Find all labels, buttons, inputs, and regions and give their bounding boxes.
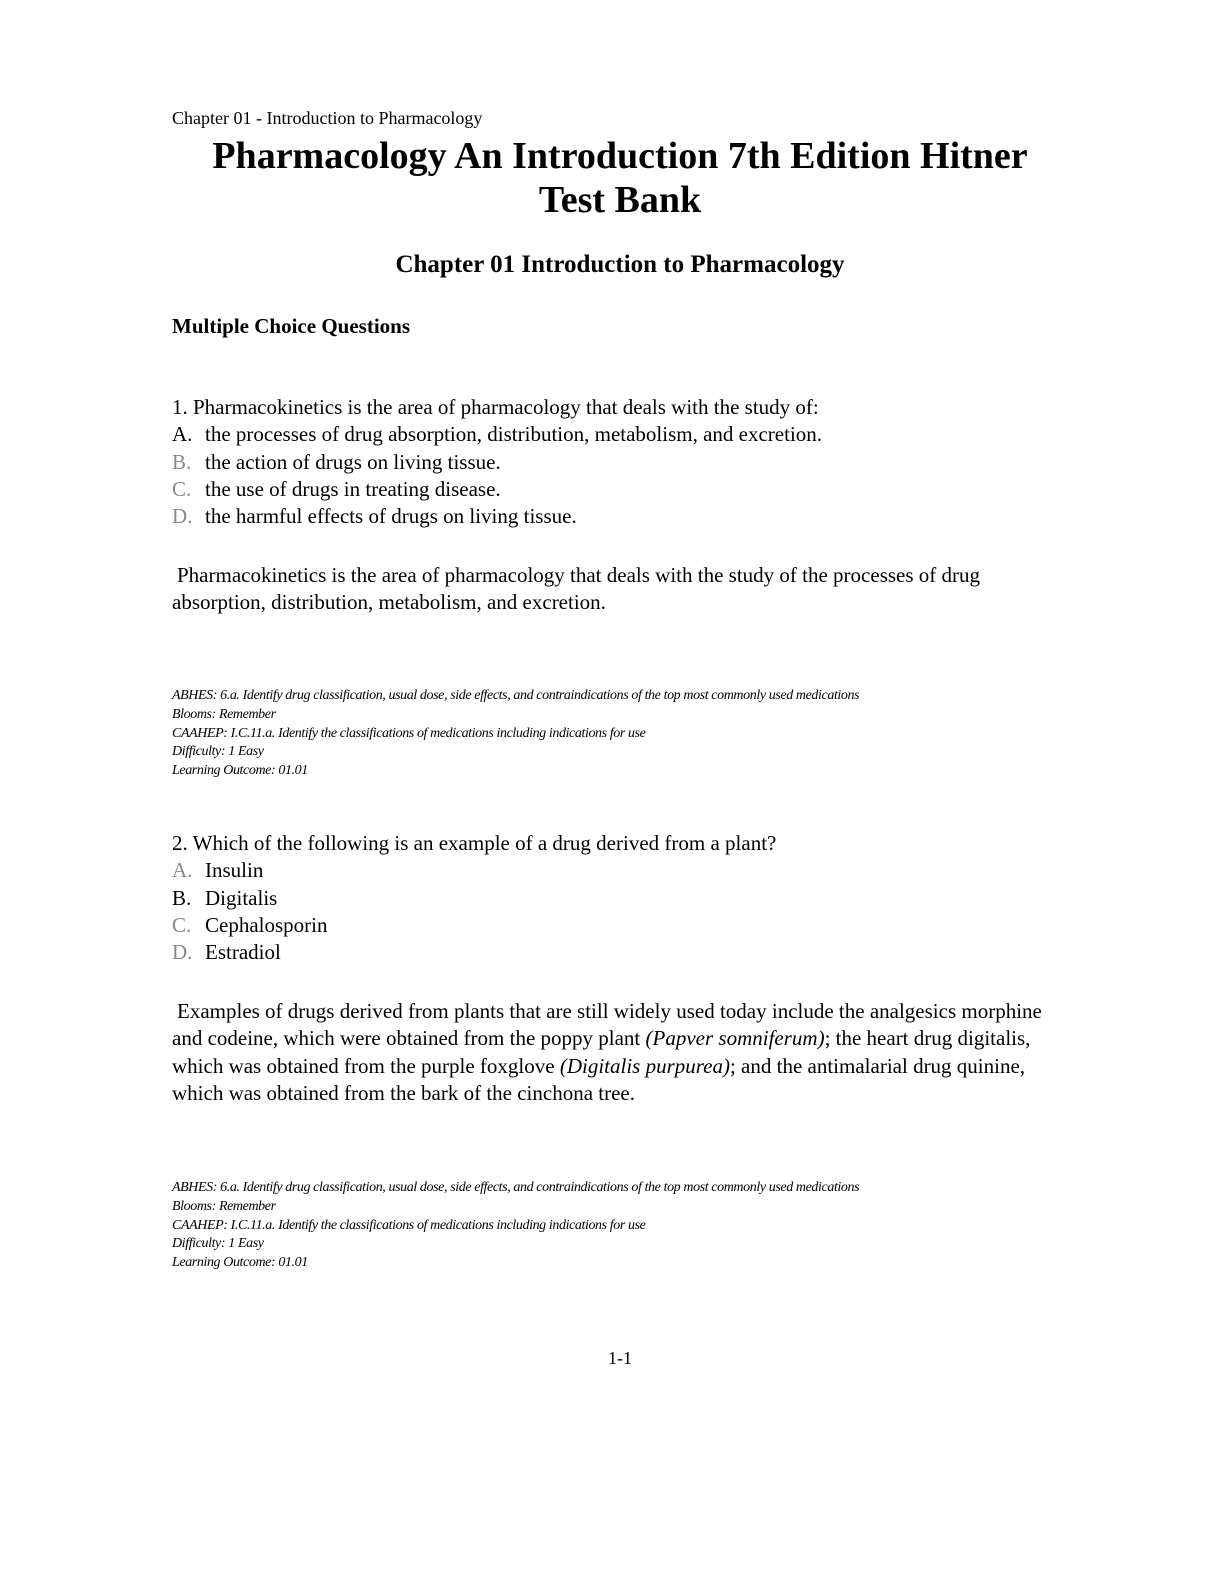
question-stem: 1. Pharmacokinetics is the area of pharmacology that deals with the study of: bbox=[172, 395, 819, 419]
option-text: Cephalosporin bbox=[205, 912, 328, 937]
meta-caahep: CAAHEP: I.C.11.a. Identify the classifications of medications including indications for use bbox=[172, 1217, 646, 1233]
meta-abhes: ABHES: 6.a. Identify drug classification, usual dose, side effects, and contraindications of the top most commonly used medications bbox=[172, 1180, 860, 1195]
meta-difficulty: Difficulty: 1 Easy bbox=[172, 744, 264, 760]
chapter-heading: Chapter 01 Introduction to Pharmacology bbox=[395, 251, 845, 278]
option-letter: A. bbox=[172, 422, 193, 447]
explanation-1: Pharmacokinetics is the area of pharmacology that deals with the study of the processes of drug absorption, distribution, metabolism, and excretion. bbox=[172, 563, 981, 615]
option-letter: D. bbox=[172, 940, 193, 965]
section-heading: Multiple Choice Questions bbox=[172, 314, 411, 338]
option-letter: B. bbox=[172, 885, 192, 910]
question-1 bbox=[172, 394, 822, 530]
option-text: the processes of drug absorption, distribution, metabolism, and excretion. bbox=[205, 422, 823, 447]
meta-blooms: Blooms: Remember bbox=[172, 706, 276, 722]
option-letter: B. bbox=[172, 449, 192, 474]
meta-caahep: CAAHEP: I.C.11.a. Identify the classifications of medications including indications for use bbox=[172, 725, 646, 741]
explanation-text: ; and the antimalarial drug quinine, which was obtained from the bark of the cinchona tree. bbox=[172, 1053, 1026, 1105]
option-c bbox=[172, 912, 776, 939]
page-number: 1-1 bbox=[608, 1348, 632, 1368]
option-b bbox=[172, 449, 822, 476]
option-letter: D. bbox=[172, 504, 193, 529]
option-text: the action of drugs on living tissue. bbox=[205, 449, 501, 474]
option-a bbox=[172, 857, 776, 884]
meta-learning-outcome: Learning Outcome: 01.01 bbox=[172, 1255, 308, 1271]
option-text: the harmful effects of drugs on living tissue. bbox=[205, 504, 577, 529]
species-name: (Papver somniferum) bbox=[645, 1026, 825, 1051]
option-c bbox=[172, 476, 822, 503]
metadata-1 bbox=[172, 687, 859, 781]
option-d bbox=[172, 503, 822, 530]
explanation-text: Examples of drugs derived from plants that are still widely used today include the analgesics morphine and codeine, which were obtained from the poppy plant bbox=[172, 999, 1042, 1051]
meta-blooms: Blooms: Remember bbox=[172, 1198, 276, 1214]
meta-difficulty: Difficulty: 1 Easy bbox=[172, 1236, 264, 1252]
metadata-2 bbox=[172, 1179, 859, 1273]
explanation-2 bbox=[172, 998, 1072, 1107]
title-line-1: Pharmacology An Introduction 7th Edition Hitner bbox=[212, 135, 1028, 177]
option-text: Digitalis bbox=[205, 885, 278, 910]
question-2 bbox=[172, 830, 776, 966]
option-b bbox=[172, 885, 776, 912]
meta-learning-outcome: Learning Outcome: 01.01 bbox=[172, 763, 308, 779]
option-text: Estradiol bbox=[205, 940, 281, 965]
option-text: the use of drugs in treating disease. bbox=[205, 476, 501, 501]
option-letter: C. bbox=[172, 476, 192, 501]
meta-abhes: ABHES: 6.a. Identify drug classification, usual dose, side effects, and contraindications of the top most commonly used medications bbox=[172, 688, 860, 703]
option-d bbox=[172, 939, 776, 966]
question-stem: 2. Which of the following is an example of a drug derived from a plant? bbox=[172, 831, 777, 855]
option-text: Insulin bbox=[205, 858, 264, 883]
option-letter: C. bbox=[172, 912, 192, 937]
explanation-text: ; the heart drug digitalis, which was obtained from the purple foxglove bbox=[172, 1026, 1031, 1078]
running-header: Chapter 01 - Introduction to Pharmacology bbox=[172, 108, 483, 128]
species-name: (Digitalis purpurea) bbox=[559, 1053, 730, 1078]
document-title bbox=[150, 134, 1090, 222]
option-a bbox=[172, 421, 822, 448]
title-line-2: Test Bank bbox=[538, 179, 702, 221]
option-letter: A. bbox=[172, 858, 193, 883]
